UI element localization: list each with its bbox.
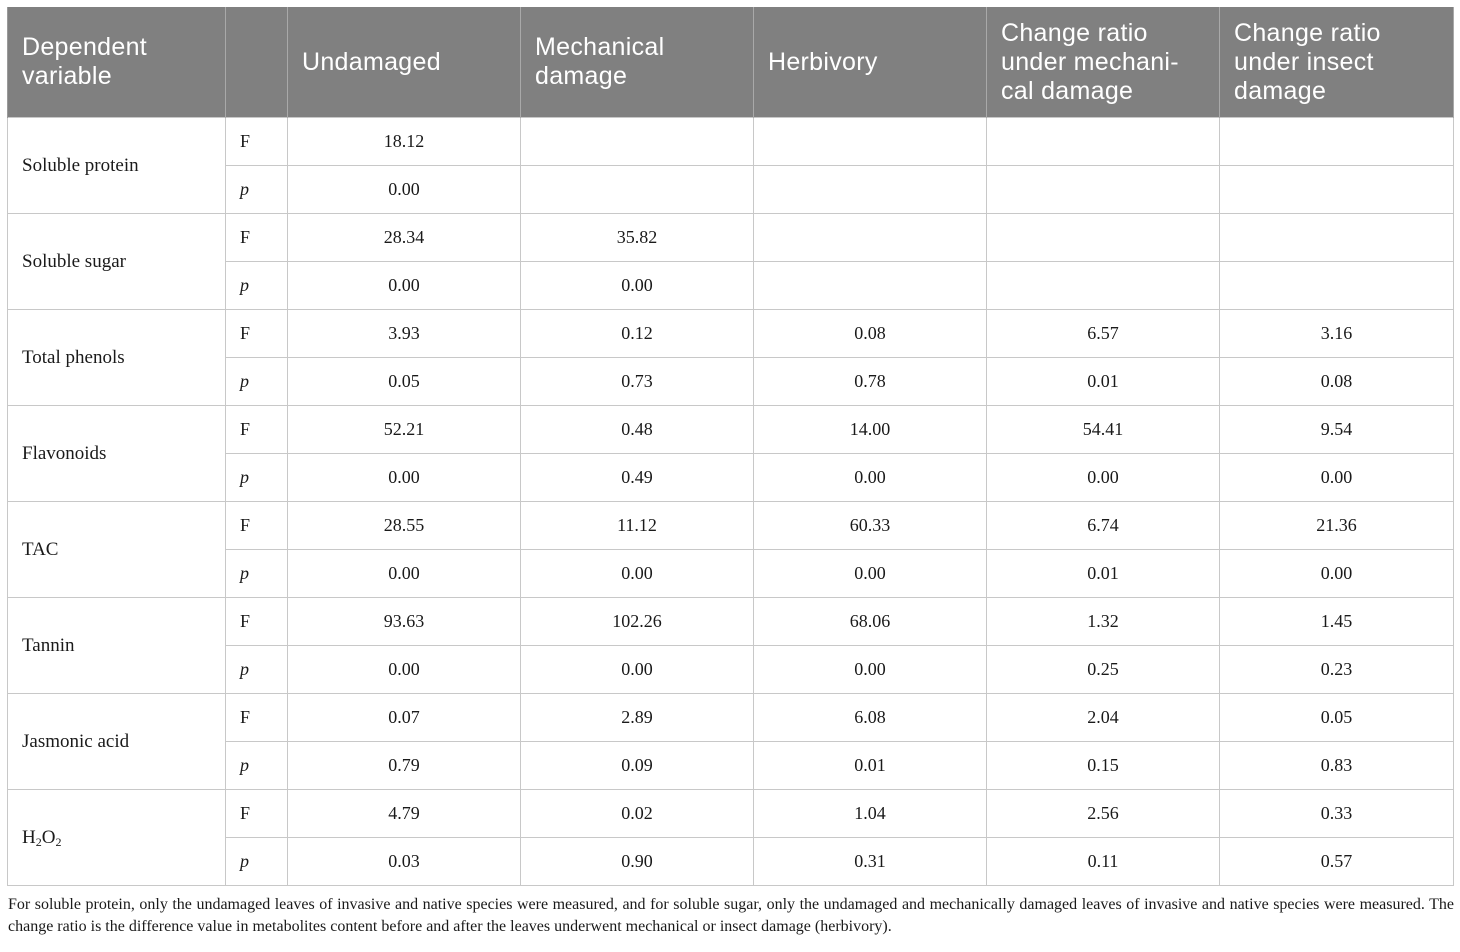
cell-undamaged: 0.00: [288, 454, 521, 502]
header-change-ratio-insect: Change ratio under insect damage: [1220, 7, 1454, 118]
cell-mechanical: 0.49: [521, 454, 754, 502]
stat-label-p: p: [226, 358, 288, 406]
variable-cell: Flavonoids: [8, 406, 226, 502]
cell-mechanical: 11.12: [521, 502, 754, 550]
stat-label-f: F: [226, 502, 288, 550]
cell-ratio-mechanical: 0.00: [987, 454, 1220, 502]
stat-label-p: p: [226, 550, 288, 598]
variable-cell: TAC: [8, 502, 226, 598]
cell-ratio-mechanical: 0.25: [987, 646, 1220, 694]
cell-ratio-insect: [1220, 262, 1454, 310]
cell-ratio-insect: 0.83: [1220, 742, 1454, 790]
cell-ratio-mechanical: 6.74: [987, 502, 1220, 550]
cell-mechanical: 0.73: [521, 358, 754, 406]
cell-undamaged: 0.00: [288, 646, 521, 694]
table-row: [8, 790, 1454, 838]
cell-ratio-mechanical: 6.57: [987, 310, 1220, 358]
cell-herbivory: [754, 262, 987, 310]
cell-ratio-insect: 0.33: [1220, 790, 1454, 838]
cell-mechanical: 0.12: [521, 310, 754, 358]
cell-ratio-insect: 0.23: [1220, 646, 1454, 694]
cell-undamaged: 0.00: [288, 166, 521, 214]
cell-ratio-insect: [1220, 118, 1454, 166]
stat-label-f: F: [226, 406, 288, 454]
results-table: [7, 7, 1454, 886]
cell-herbivory: 0.01: [754, 742, 987, 790]
stat-label-f: F: [226, 214, 288, 262]
stat-label-p: p: [226, 166, 288, 214]
cell-herbivory: [754, 118, 987, 166]
table-row: [8, 214, 1454, 262]
variable-cell: Total phenols: [8, 310, 226, 406]
header-undamaged: Undamaged: [288, 7, 521, 118]
cell-mechanical: [521, 166, 754, 214]
cell-ratio-insect: 0.57: [1220, 838, 1454, 886]
stat-label-f: F: [226, 694, 288, 742]
cell-ratio-mechanical: 0.15: [987, 742, 1220, 790]
cell-undamaged: 0.79: [288, 742, 521, 790]
cell-mechanical: 0.09: [521, 742, 754, 790]
cell-herbivory: 0.00: [754, 454, 987, 502]
cell-herbivory: 6.08: [754, 694, 987, 742]
variable-o: O: [41, 826, 56, 848]
stat-label-f: F: [226, 598, 288, 646]
stat-label-f: F: [226, 118, 288, 166]
variable-cell: Tannin: [8, 598, 226, 694]
cell-herbivory: [754, 214, 987, 262]
table-row: [8, 406, 1454, 454]
cell-ratio-mechanical: [987, 118, 1220, 166]
cell-herbivory: 68.06: [754, 598, 987, 646]
variable-cell: Jasmonic acid: [8, 694, 226, 790]
cell-ratio-mechanical: [987, 262, 1220, 310]
cell-herbivory: 14.00: [754, 406, 987, 454]
table-row: [8, 694, 1454, 742]
cell-ratio-insect: 0.05: [1220, 694, 1454, 742]
header-row: [8, 7, 1454, 118]
cell-herbivory: 60.33: [754, 502, 987, 550]
variable-h: H: [22, 826, 36, 848]
header-dependent-variable: Dependent variable: [8, 7, 226, 118]
variable-sub-1: 2: [35, 834, 42, 849]
cell-undamaged: 52.21: [288, 406, 521, 454]
cell-mechanical: 0.00: [521, 262, 754, 310]
cell-herbivory: 0.00: [754, 550, 987, 598]
cell-ratio-mechanical: [987, 214, 1220, 262]
table-body: [8, 118, 1454, 886]
cell-mechanical: 102.26: [521, 598, 754, 646]
cell-ratio-mechanical: 0.01: [987, 550, 1220, 598]
stat-label-f: F: [226, 310, 288, 358]
header-mechanical-damage: Mechanical damage: [521, 7, 754, 118]
cell-undamaged: 18.12: [288, 118, 521, 166]
cell-mechanical: [521, 118, 754, 166]
cell-ratio-insect: 0.00: [1220, 550, 1454, 598]
cell-undamaged: 0.05: [288, 358, 521, 406]
stat-label-p: p: [226, 454, 288, 502]
cell-ratio-insect: 0.00: [1220, 454, 1454, 502]
cell-undamaged: 4.79: [288, 790, 521, 838]
table-footnote: For soluble protein, only the undamaged leaves of invasive and native species were measured, and for soluble sugar, only the undamaged and mechanically damaged leaves of invasive and native species were measured. The change ratio is the difference value in metabolites content before and after the leaves underwent mechanical or insect damage (herbivory).: [8, 896, 1454, 935]
variable-sub-2: 2: [55, 834, 62, 849]
cell-undamaged: 28.34: [288, 214, 521, 262]
cell-ratio-mechanical: 2.56: [987, 790, 1220, 838]
table-container: [7, 7, 1453, 938]
cell-undamaged: 0.07: [288, 694, 521, 742]
cell-ratio-insect: 21.36: [1220, 502, 1454, 550]
header-stat: [226, 7, 288, 118]
cell-undamaged: 93.63: [288, 598, 521, 646]
variable-cell: Soluble protein: [8, 118, 226, 214]
cell-mechanical: 0.02: [521, 790, 754, 838]
stat-label-p: p: [226, 262, 288, 310]
cell-mechanical: 0.48: [521, 406, 754, 454]
cell-ratio-mechanical: 0.11: [987, 838, 1220, 886]
stat-label-f: F: [226, 790, 288, 838]
cell-ratio-insect: [1220, 214, 1454, 262]
cell-mechanical: 35.82: [521, 214, 754, 262]
table-row: [8, 310, 1454, 358]
cell-herbivory: 1.04: [754, 790, 987, 838]
cell-ratio-mechanical: 54.41: [987, 406, 1220, 454]
table-row: [8, 118, 1454, 166]
cell-mechanical: 2.89: [521, 694, 754, 742]
cell-ratio-mechanical: [987, 166, 1220, 214]
cell-undamaged: 28.55: [288, 502, 521, 550]
cell-ratio-insect: 3.16: [1220, 310, 1454, 358]
cell-ratio-insect: 9.54: [1220, 406, 1454, 454]
cell-mechanical: 0.00: [521, 550, 754, 598]
cell-ratio-mechanical: 0.01: [987, 358, 1220, 406]
cell-ratio-insect: [1220, 166, 1454, 214]
cell-undamaged: 0.00: [288, 262, 521, 310]
cell-ratio-insect: 0.08: [1220, 358, 1454, 406]
stat-label-p: p: [226, 742, 288, 790]
table-header: [8, 7, 1454, 118]
cell-herbivory: 0.78: [754, 358, 987, 406]
cell-ratio-mechanical: 1.32: [987, 598, 1220, 646]
cell-undamaged: 3.93: [288, 310, 521, 358]
table-row: [8, 502, 1454, 550]
cell-mechanical: 0.90: [521, 838, 754, 886]
stat-label-p: p: [226, 646, 288, 694]
cell-undamaged: 0.03: [288, 838, 521, 886]
cell-herbivory: [754, 166, 987, 214]
cell-undamaged: 0.00: [288, 550, 521, 598]
cell-herbivory: 0.00: [754, 646, 987, 694]
variable-cell: Soluble sugar: [8, 214, 226, 310]
cell-mechanical: 0.00: [521, 646, 754, 694]
table-row: [8, 598, 1454, 646]
stat-label-p: p: [226, 838, 288, 886]
cell-herbivory: 0.08: [754, 310, 987, 358]
cell-ratio-mechanical: 2.04: [987, 694, 1220, 742]
header-herbivory: Herbivory: [754, 7, 987, 118]
header-change-ratio-mechanical: Change ratio under mechani-cal damage: [987, 7, 1220, 118]
cell-herbivory: 0.31: [754, 838, 987, 886]
cell-ratio-insect: 1.45: [1220, 598, 1454, 646]
variable-cell: [8, 790, 226, 886]
